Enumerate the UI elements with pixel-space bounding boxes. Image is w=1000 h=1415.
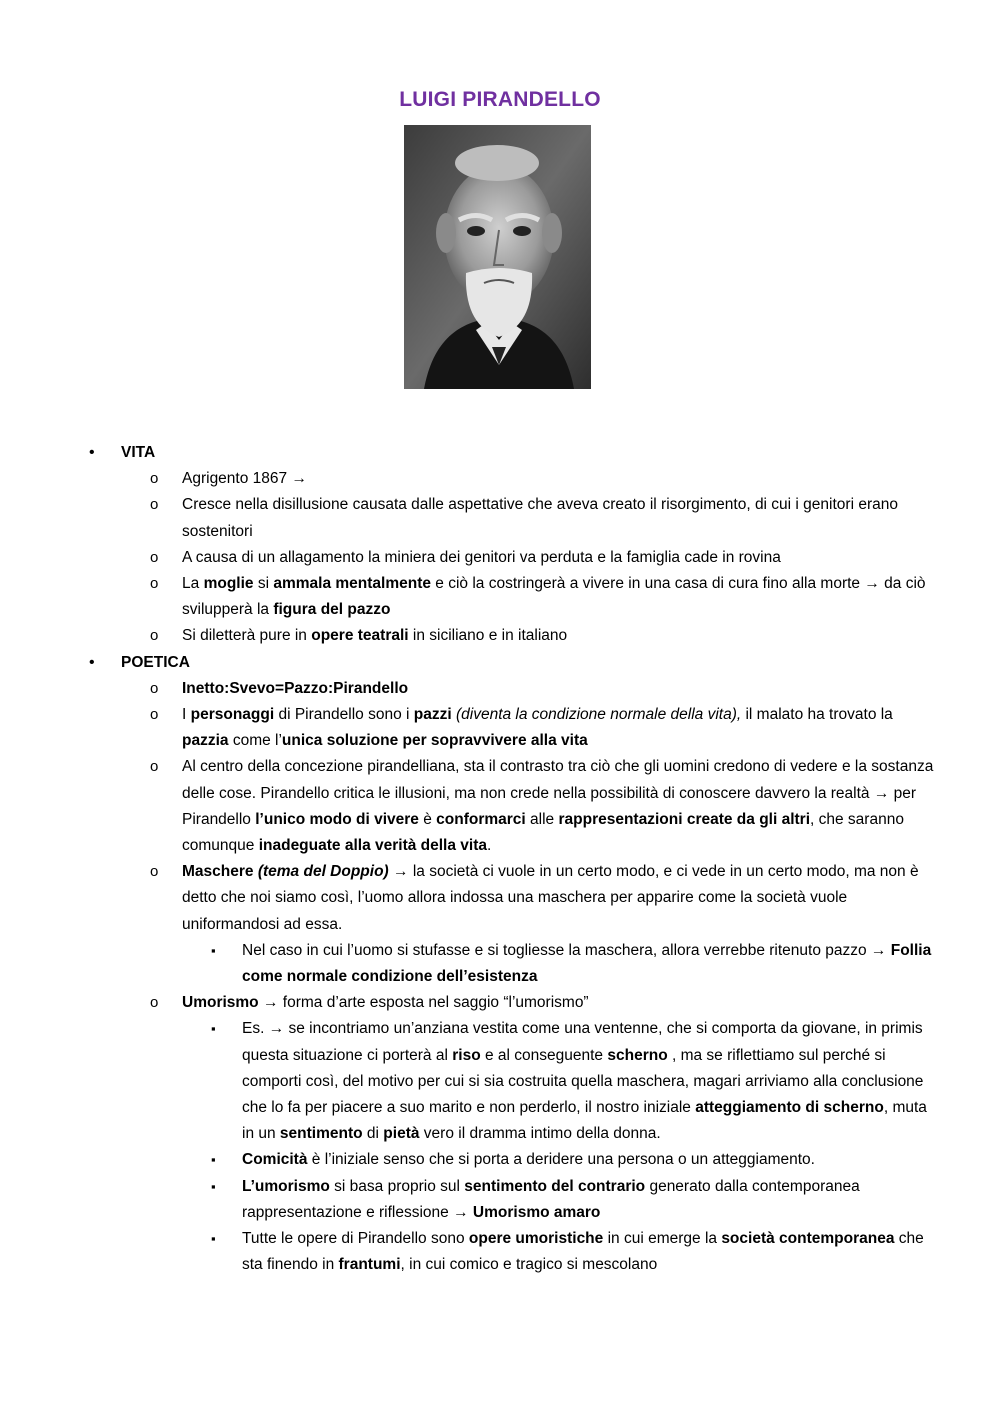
square-marker: ▪ (211, 1178, 216, 1194)
circle-marker: o (150, 679, 159, 697)
item-text: come l’ (228, 732, 282, 750)
item-text: . (487, 837, 492, 855)
item-text: è (418, 810, 437, 828)
item-text: moglie (203, 575, 254, 593)
item-text: Nel caso in cui l’uomo si stufasse e si togliesse la maschera, allora verrebbe ritenuto pazzo (242, 941, 871, 959)
square-marker: ▪ (211, 1021, 216, 1037)
square-marker: ▪ (211, 1152, 216, 1168)
item-text: alle (525, 810, 559, 828)
item-text: L’umorismo (242, 1177, 330, 1195)
item-text: si (253, 575, 274, 593)
arrow-icon: → (268, 1020, 285, 1038)
item-text: frantumi (338, 1256, 401, 1274)
item-text: Tutte le opere di Pirandello sono (242, 1230, 469, 1248)
list-item (0, 1174, 1000, 1226)
item-text: , muta in un (242, 1099, 927, 1143)
list-item (0, 623, 1000, 649)
item-text: in cui emerge la (603, 1230, 722, 1248)
item-text: e ciò la costringerà a vivere in una casa di cura fino alla morte (430, 575, 865, 593)
document-body (0, 440, 1000, 1279)
item-text: di Pirandello sono i (274, 706, 414, 724)
list-item (0, 676, 1000, 702)
item-text: opere teatrali (311, 627, 409, 645)
item-text: , che saranno comunque (182, 810, 904, 855)
item-text: l’unico modo di vivere (255, 810, 419, 828)
item-text: ammala mentalmente (273, 575, 431, 593)
circle-marker: o (150, 863, 159, 881)
bullet-marker: • (89, 444, 95, 461)
item-text: Agrigento 1867 (182, 470, 292, 488)
item-text: in siciliano e in italiano (408, 627, 568, 645)
arrow-icon: → (870, 941, 887, 959)
item-text: atteggiamento di scherno (695, 1099, 884, 1117)
circle-marker: o (150, 548, 159, 566)
list-item (0, 938, 1000, 990)
list-item (0, 1016, 1000, 1147)
item-text: La (182, 575, 204, 593)
item-text: pietà (383, 1125, 420, 1143)
list-item (0, 571, 1000, 623)
item-text: e al conseguente (480, 1046, 608, 1064)
item-text: scherno (607, 1046, 668, 1064)
item-text: unica soluzione per sopravvivere alla vita (281, 732, 588, 750)
item-text: Es. (242, 1020, 269, 1038)
arrow-icon: → (873, 784, 890, 802)
item-text: Al centro della concezione pirandelliana, sta il contrasto tra ciò che gli uomini credono di vedere e la sostanza delle cose. Pirandello critica le illusioni, ma non crede nella possibilità di conoscere davvero la realtà (182, 758, 934, 802)
item-text: inadeguate alla verità della vita (258, 837, 487, 855)
bullet-marker: • (89, 653, 95, 671)
list-item (0, 990, 1000, 1016)
circle-marker: o (150, 496, 159, 514)
author-portrait (404, 125, 591, 389)
item-text: Follia come normale condizione dell’esistenza (242, 941, 932, 986)
item-text: Maschere (182, 863, 254, 881)
item-text: Si diletterà pure in (182, 627, 312, 645)
arrow-icon: → (291, 470, 307, 488)
list-item (0, 859, 1000, 938)
item-text: società contemporanea (721, 1230, 895, 1248)
item-text: (diventa la condizione normale della vita), (455, 706, 742, 724)
square-marker: ▪ (211, 942, 216, 958)
item-text: opere umoristiche (468, 1230, 604, 1248)
list-item (0, 754, 1000, 859)
circle-marker: o (150, 470, 159, 488)
item-text: rappresentazioni create da gli altri (558, 810, 811, 828)
portrait-image (404, 125, 591, 389)
item-text: personaggi (190, 706, 275, 724)
section-heading-vita: VITA (121, 444, 156, 461)
circle-marker: o (150, 758, 159, 776)
item-text: per Pirandello (182, 784, 917, 828)
item-text: Umorismo amaro (472, 1203, 601, 1221)
item-text: Comicità (242, 1151, 308, 1169)
page-title: LUIGI PIRANDELLO (399, 88, 601, 111)
arrow-icon: → (393, 863, 409, 881)
item-text: Cresce nella disillusione causata dalle aspettative che aveva creato il risorgimento, di cui i genitori erano sostenitori (182, 496, 898, 540)
item-text: da ciò svilupperà la (182, 575, 926, 619)
section-vita (0, 440, 1000, 466)
item-text: I (182, 706, 191, 724)
item-text: , in cui comico e tragico si mescolano (400, 1256, 658, 1274)
circle-marker: o (150, 575, 159, 593)
item-text: è l’iniziale senso che si porta a deridere una persona o un atteggiamento. (307, 1151, 815, 1169)
item-text: si basa proprio sul (329, 1177, 465, 1195)
item-text: se incontriamo un’anziana vestita come una ventenne, che si comporta da giovane, in primis questa situazione ci porterà al (242, 1020, 923, 1064)
item-text: figura del pazzo (273, 601, 391, 619)
item-text: forma d’arte esposta nel saggio “l’umorismo” (278, 994, 589, 1012)
item-text: generato dalla contemporanea rappresentazione e riflessione (242, 1177, 860, 1221)
list-item (0, 545, 1000, 571)
item-text: vero il dramma intimo della donna. (419, 1125, 661, 1143)
item-text: sentimento del contrario (464, 1177, 646, 1195)
list-item (0, 1226, 1000, 1278)
item-text: sentimento (279, 1125, 363, 1143)
circle-marker: o (150, 627, 159, 645)
item-text: la società ci vuole in un certo modo, e ci vede in un certo modo, ma non è detto che noi siamo così, l’uomo allora indossa una maschera per apparire come la società vuole uniformandosi ad essa. (182, 863, 919, 933)
item-text: il malato ha trovato la (741, 706, 893, 724)
item-text: , ma se riflettiamo sul perché si comporti così, del motivo per cui si sia costruita quella maschera, magari arriviamo alla conclusione che lo fa per piacere a suo marito e non perderlo, il nostro iniziale (242, 1046, 924, 1117)
item-text: pazzia (182, 732, 229, 750)
list-item (0, 702, 1000, 754)
arrow-icon: → (262, 994, 279, 1012)
item-text: (tema del Doppio) (257, 863, 389, 881)
item-text: che sta finendo in (242, 1230, 924, 1274)
arrow-icon: → (864, 575, 880, 593)
item-text: A causa di un allagamento la miniera dei genitori va perduta e la famiglia cade in rovina (182, 548, 781, 566)
section-poetica (0, 650, 1000, 676)
section-heading-poetica: POETICA (121, 653, 190, 671)
item-text: conformarci (436, 810, 526, 828)
item-text: riso (452, 1046, 481, 1064)
square-marker: ▪ (211, 1231, 216, 1247)
item-text: Umorismo (182, 994, 259, 1012)
circle-marker: o (150, 994, 159, 1012)
list-item (0, 1147, 1000, 1173)
item-text: Inetto:Svevo=Pazzo:Pirandello (182, 679, 409, 697)
circle-marker: o (150, 706, 159, 724)
arrow-icon: → (453, 1203, 469, 1221)
item-text: pazzi (413, 706, 452, 724)
list-item (0, 466, 1000, 492)
item-text: di (362, 1125, 384, 1143)
list-item (0, 492, 1000, 544)
